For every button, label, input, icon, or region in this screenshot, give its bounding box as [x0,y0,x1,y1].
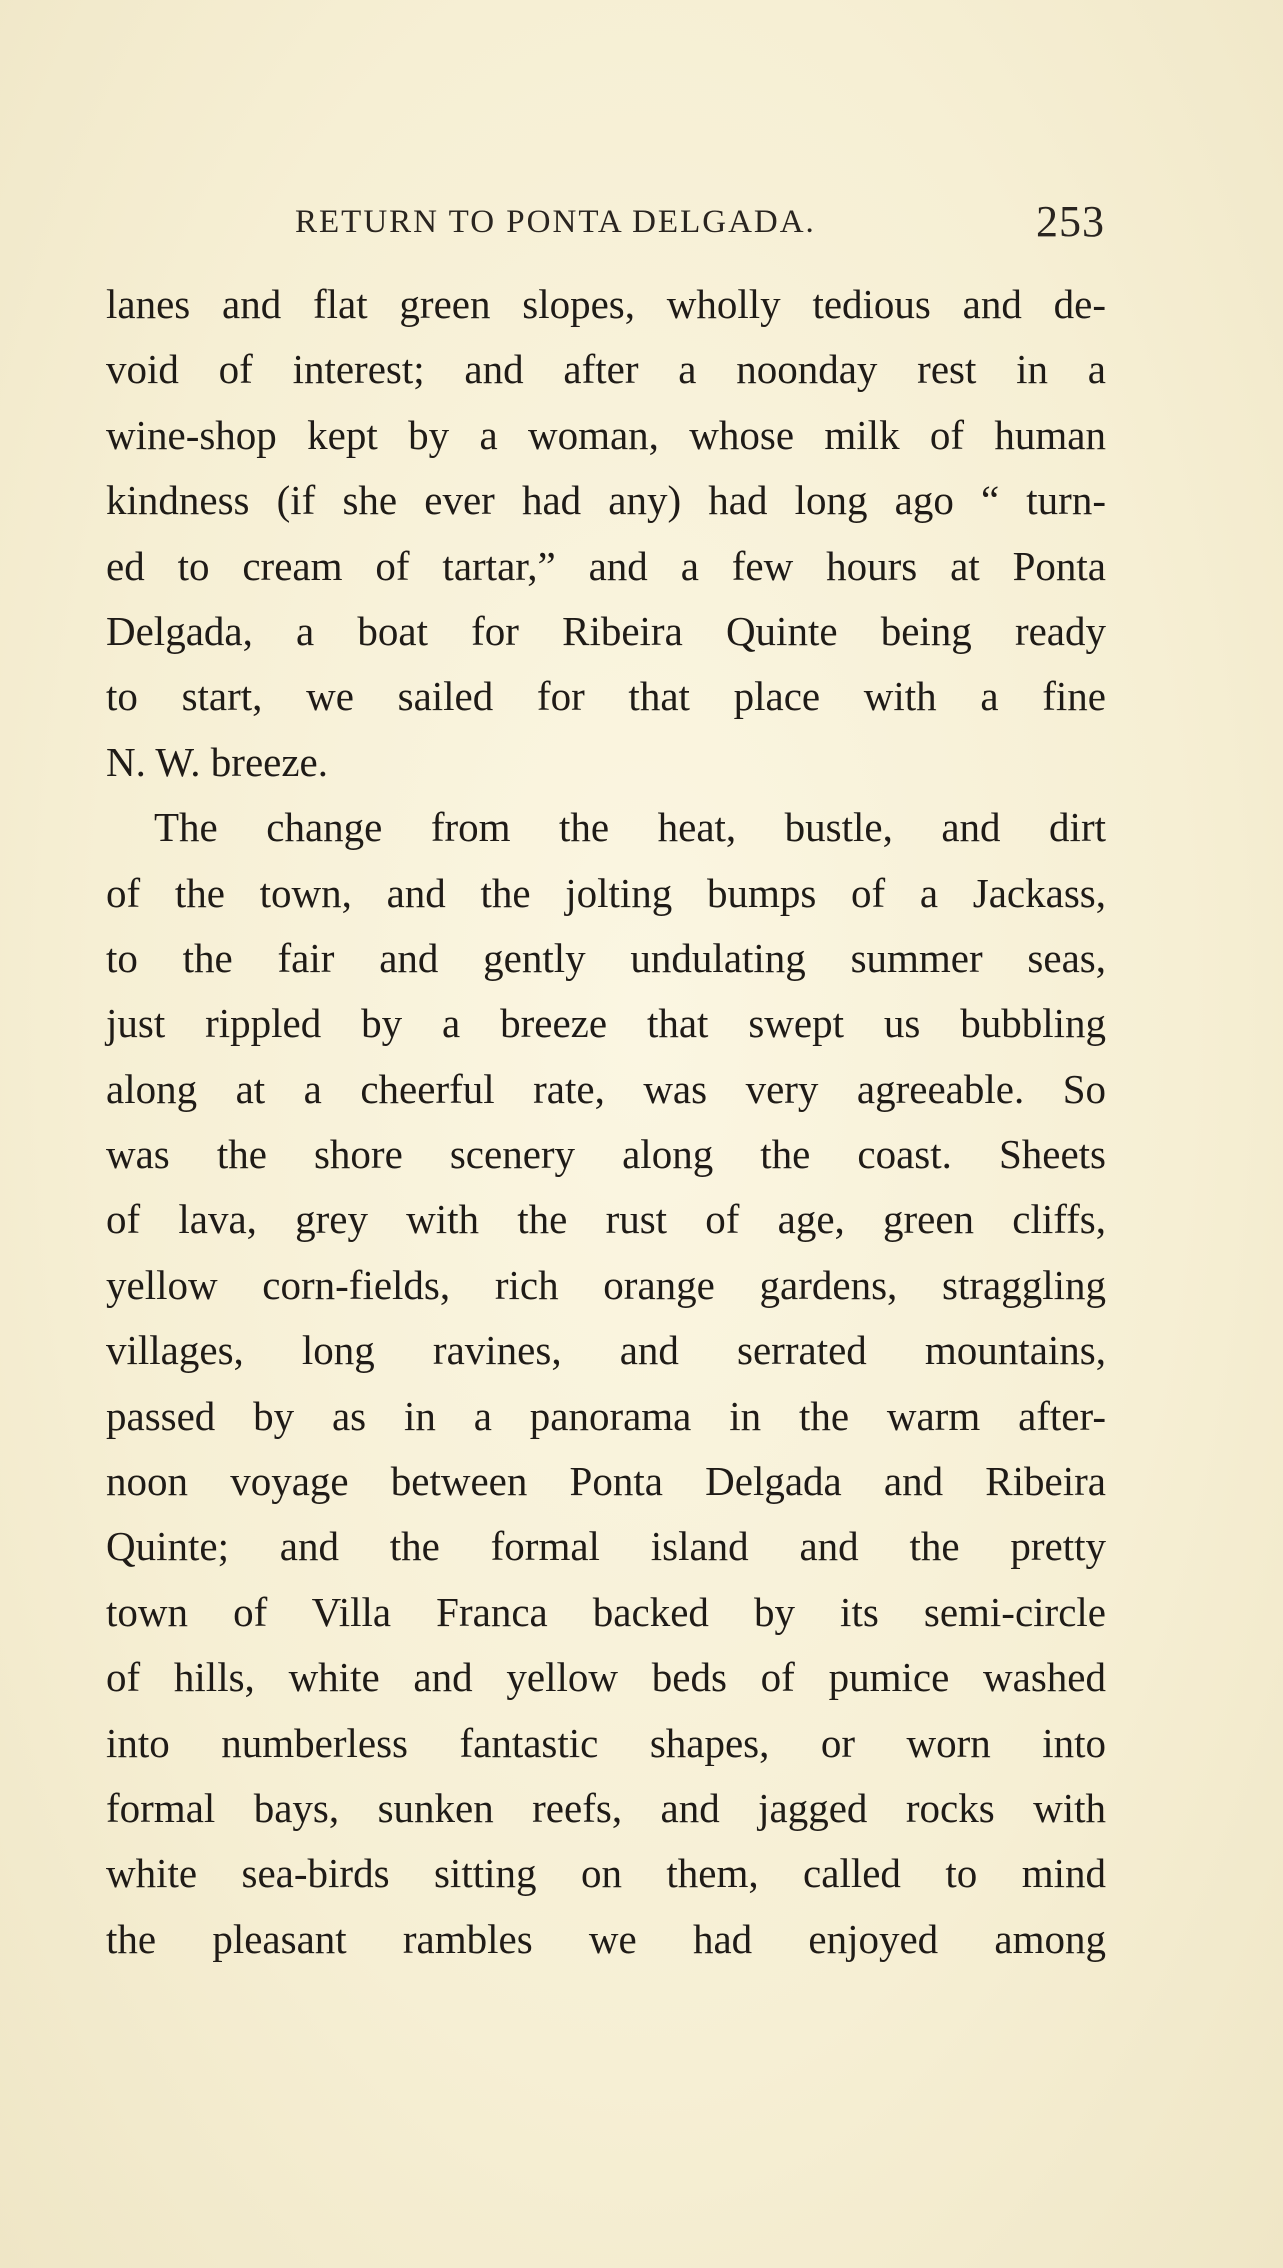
text-line: Quinte; and the formal island and the pretty [106,1523,1106,1570]
text-line: to start, we sailed for that place with a fine [106,673,1106,720]
text-line: just rippled by a breeze that swept us bubbling [106,1000,1106,1047]
text-line: white sea-birds sitting on them, called to mind [106,1850,1106,1897]
text-line: lanes and flat green slopes, wholly tedious and de- [106,281,1106,327]
text-line: of hills, white and yellow beds of pumice washed [106,1654,1106,1701]
text-line: town of Villa Franca backed by its semi-circle [106,1588,1106,1635]
text-line: villages, long ravines, and serrated mountains, [106,1327,1106,1374]
text-line: passed by as in a panorama in the warm after- [106,1392,1106,1439]
running-head [105,196,1105,252]
text-line: noon voyage between Ponta Delgada and Ribeira [106,1458,1106,1505]
body-text [106,272,1106,1972]
page-number: 253 [1036,197,1105,246]
text-line: formal bays, sunken reefs, and jagged rocks with [106,1784,1106,1831]
paragraph-2 [106,795,1106,1972]
text-line: kindness (if she ever had any) had long ago “ turn- [106,477,1106,524]
text-line: Delgada, a boat for Ribeira Quinte being ready [106,607,1106,654]
text-line: of lava, grey with the rust of age, green cliffs, [106,1196,1106,1243]
running-title: RETURN TO PONTA DELGADA. [295,204,816,240]
text-line: void of interest; and after a noonday rest in a [106,346,1106,393]
paragraph-1 [106,272,1106,795]
text-line: The change from the heat, bustle, and dirt [154,804,1106,851]
text-line: was the shore scenery along the coast. Sheets [106,1131,1106,1178]
text-line: the pleasant rambles we had enjoyed among [106,1915,1106,1962]
text-line: of the town, and the jolting bumps of a Jackass, [106,869,1106,916]
text-line: ed to cream of tartar,” and a few hours at Ponta [106,542,1106,589]
text-line: to the fair and gently undulating summer seas, [106,934,1106,981]
text-line: along at a cheerful rate, was very agreeable. So [106,1065,1106,1112]
text-line: yellow corn-fields, rich orange gardens, straggling [106,1261,1106,1308]
text-line: N. W. breeze. [106,738,328,785]
text-line: into numberless fantastic shapes, or worn into [106,1719,1106,1766]
text-line: wine-shop kept by a woman, whose milk of human [106,411,1106,458]
